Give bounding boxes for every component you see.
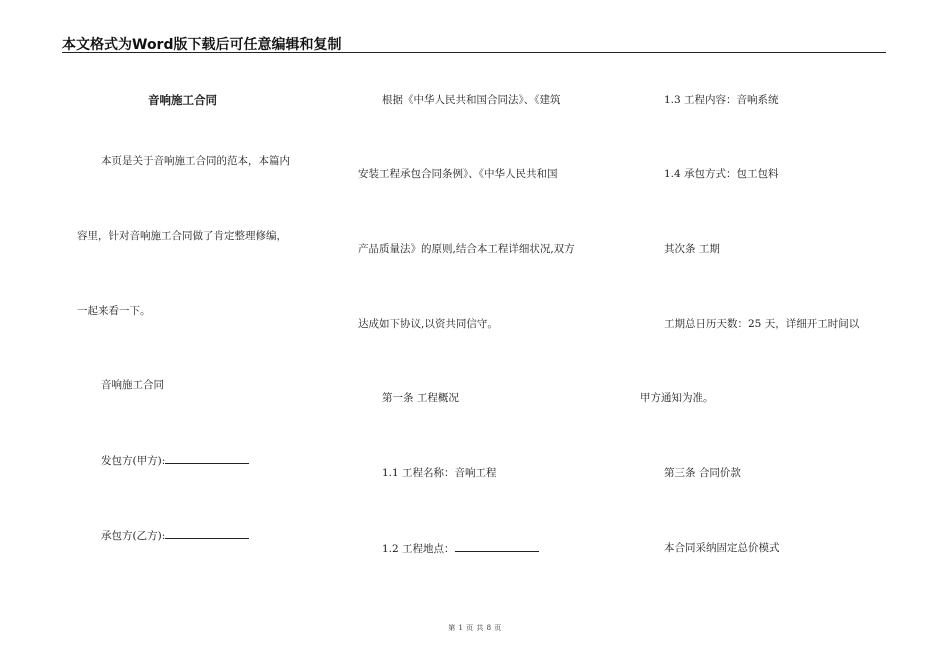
period-line-2: 甲方通知为准。 <box>640 392 714 404</box>
item-1-2-row <box>382 541 539 556</box>
item-1-4: 1.4 承包方式：包工包料 <box>664 168 779 180</box>
header-divider <box>62 52 886 53</box>
page-number: 第 1 页 共 8 页 <box>448 624 502 632</box>
contract-subtitle: 音响施工合同 <box>101 379 164 391</box>
party-b-blank <box>165 528 249 539</box>
party-b-label: 承包方(乙方): <box>101 530 166 542</box>
preamble-line-1: 根据《中华人民共和国合同法》、《建筑 <box>382 94 561 106</box>
intro-line-2: 容里，针对音响施工合同做了肯定整理修编， <box>77 230 287 242</box>
intro-line-1: 本页是关于音响施工合同的范本，本篇内 <box>101 155 290 167</box>
preamble-line-3: 产品质量法》的原则,结合本工程详细状况,双方 <box>358 243 575 255</box>
header-notice: 本文格式为Word版下载后可任意编辑和复制 <box>62 37 342 53</box>
article-3-heading: 第三条 合同价款 <box>664 467 741 479</box>
item-1-2-label: 1.2 工程地点： <box>382 543 455 555</box>
period-line-1: 工期总日历天数：25 天，详细开工时间以 <box>664 318 860 330</box>
intro-line-3: 一起来看一下。 <box>77 305 151 317</box>
item-1-2-blank <box>455 541 539 552</box>
preamble-line-2: 安装工程承包合同条例》、《中华人民共和国 <box>358 168 558 180</box>
party-b-row <box>101 528 249 543</box>
article-2-heading: 其次条 工期 <box>664 243 720 255</box>
preamble-line-4: 达成如下协议,以资共同信守。 <box>358 318 498 330</box>
party-a-label: 发包方(甲方): <box>101 455 166 467</box>
item-1-3: 1.3 工程内容：音响系统 <box>664 94 779 106</box>
price-line: 本合同采纳固定总价模式 <box>664 542 780 554</box>
document-title: 音响施工合同 <box>148 93 217 107</box>
party-a-row <box>101 453 249 468</box>
item-1-1: 1.1 工程名称：音响工程 <box>382 467 497 479</box>
article-1-heading: 第一条 工程概况 <box>382 392 459 404</box>
party-a-blank <box>165 453 249 464</box>
